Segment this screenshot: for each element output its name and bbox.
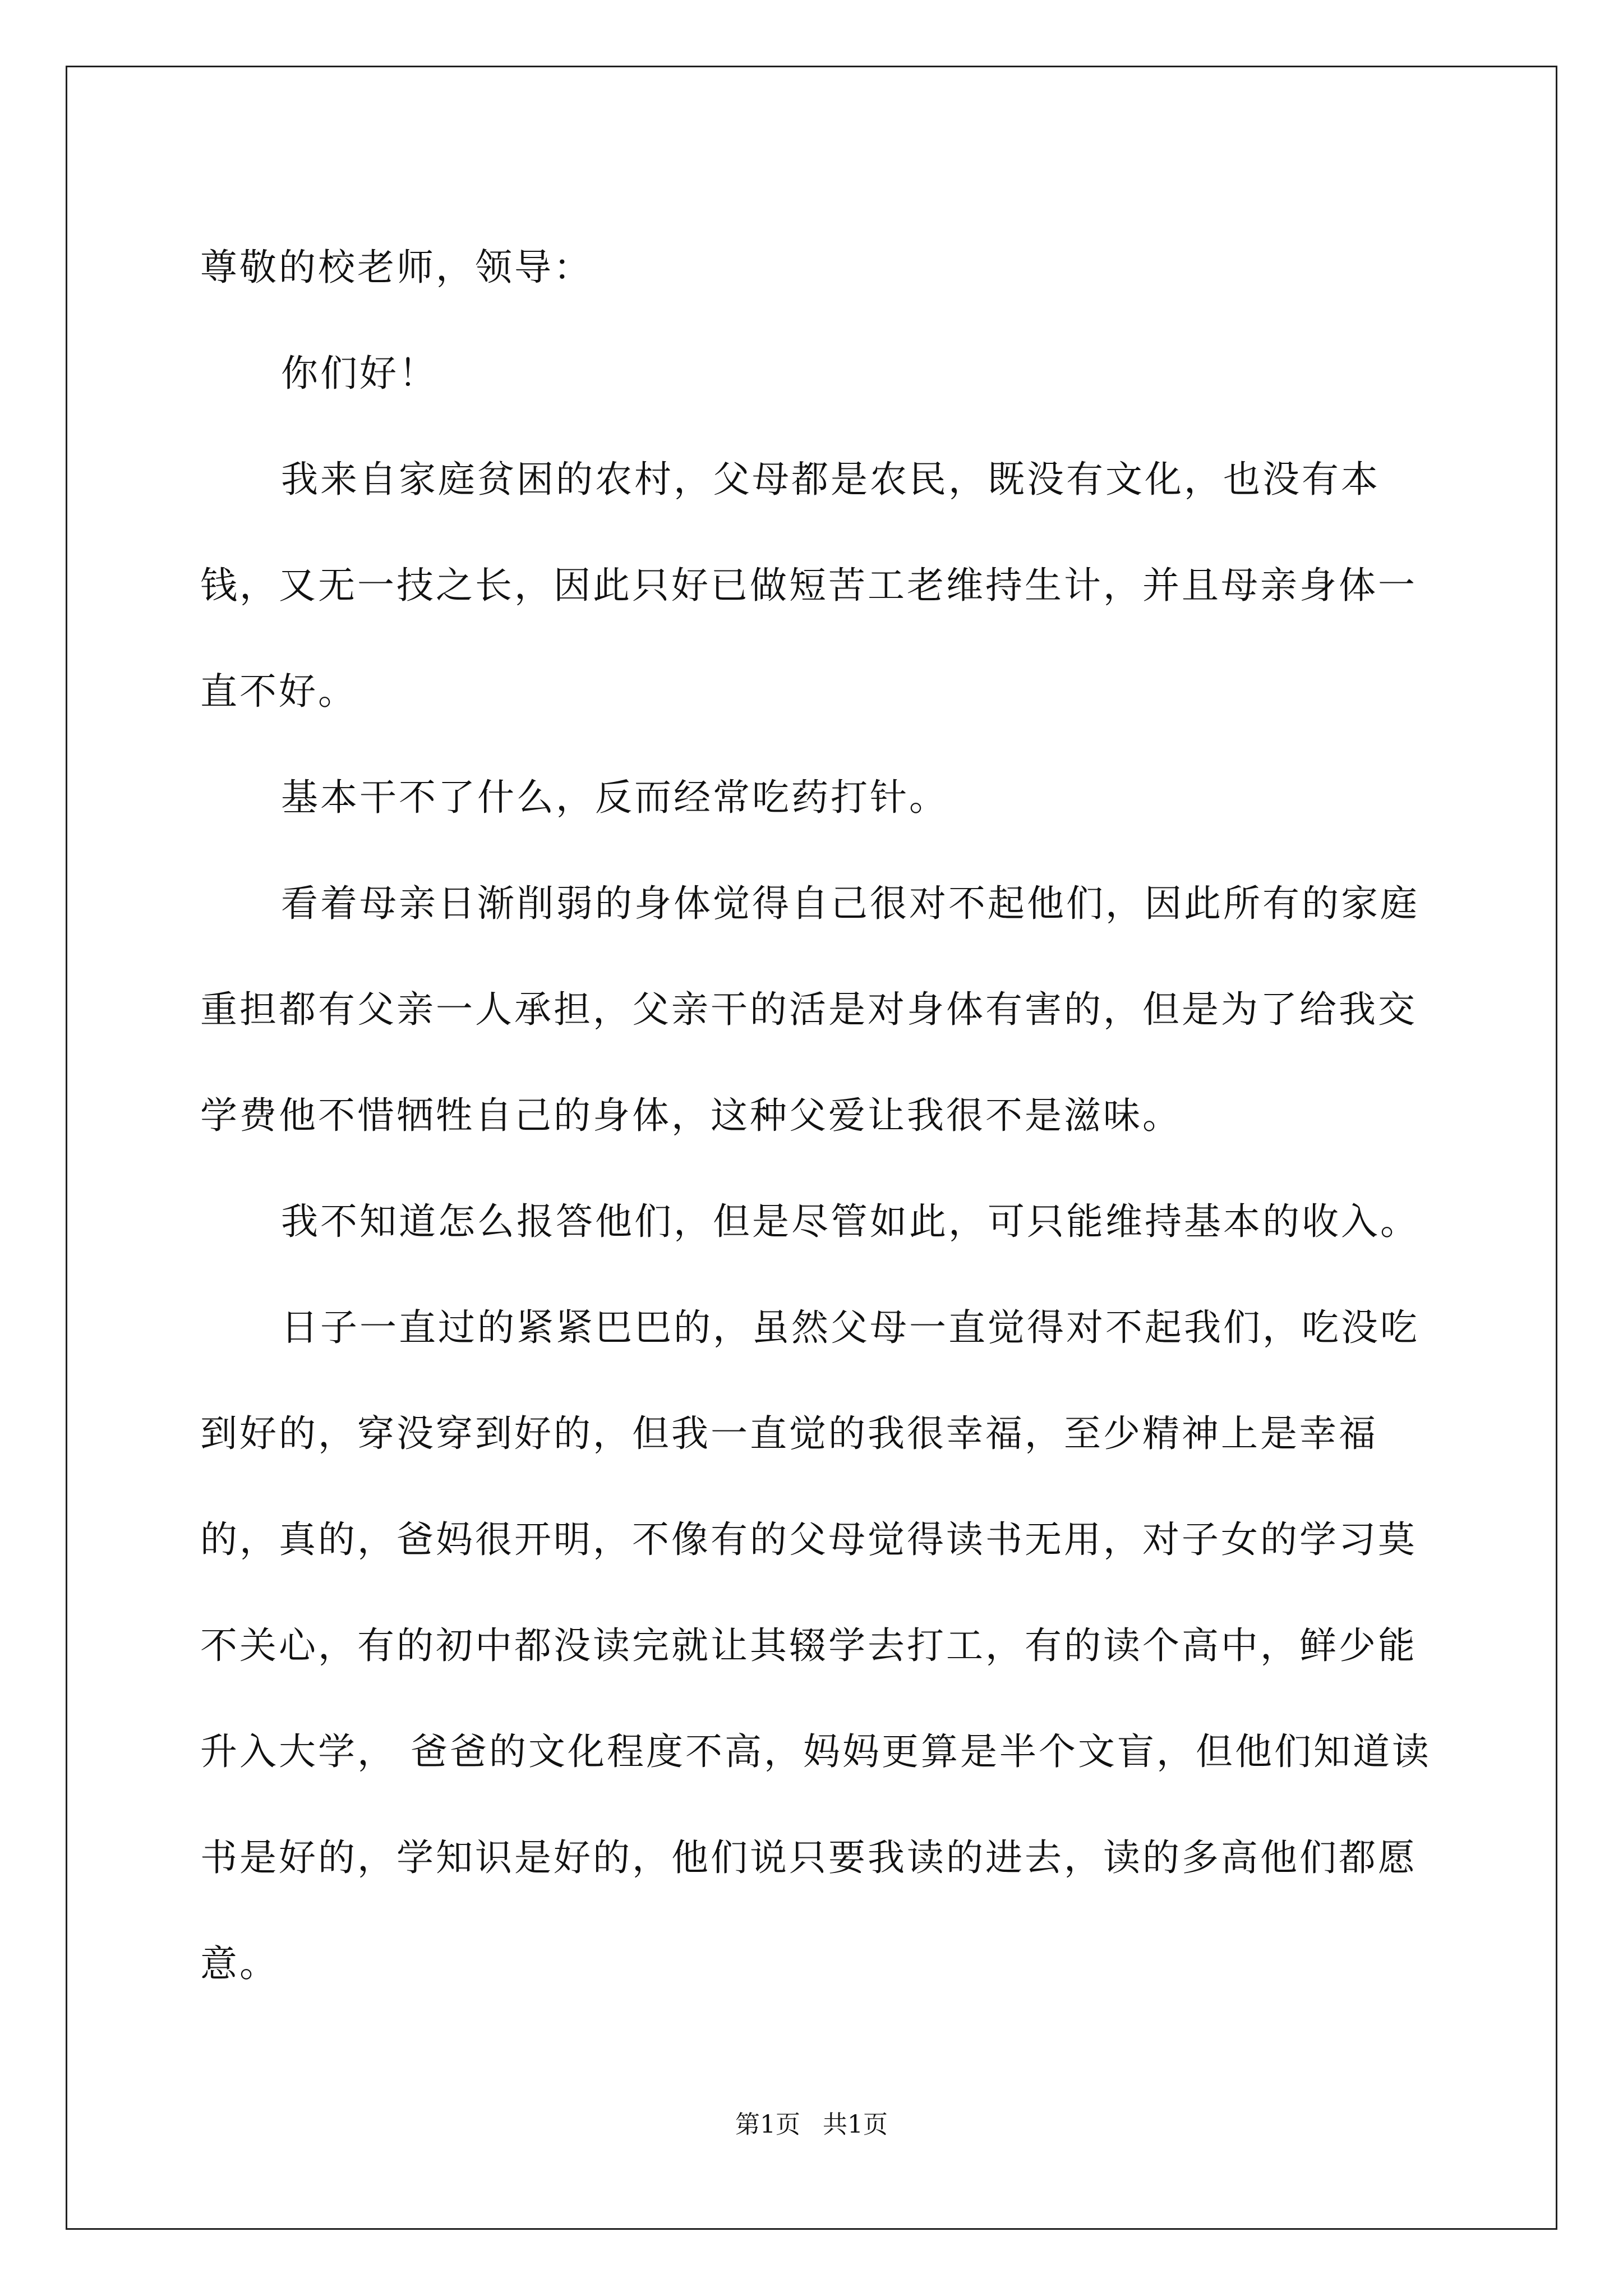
salutation: 尊敬的校老师，领导： <box>200 246 593 289</box>
page-number: 第1页 <box>735 2110 800 2139</box>
paragraph-4: 我不知道怎么报答他们，但是尽管如此，可只能维持基本的收入。 <box>281 1200 1419 1243</box>
paragraph-1: 我来自家庭贫困的农村，父母都是农民，既没有文化，也没有本钱，又无一技之长，因此只好已做短苦工老维持生计，并且母亲身体一直不好。 <box>200 458 1417 713</box>
paragraph-2: 基本干不了什么，反而经常吃药打针。 <box>281 776 948 819</box>
page-footer <box>0 2108 1623 2142</box>
greeting: 你们好！ <box>281 352 438 395</box>
paragraph-5: 日子一直过的紧紧巴巴的，虽然父母一直觉得对不起我们，吃没吃到好的，穿没穿到好的，但我一直觉的我很幸福，至少精神上是幸福的，真的，爸妈很开明，不像有的父母觉得读书无用，对子女的学习莫不关心，有的初中都没读完就让其辍学去打工，有的读个高中，鲜少能升入大学， 爸爸的文化程度不高，妈妈更算是半个文盲，但他们知道读书是好的，学知识是好的，他们说只要我读的进去，读的多高他们都愿意。 <box>200 1306 1431 1985</box>
paragraph-3: 看着母亲日渐削弱的身体觉得自己很对不起他们，因此所有的家庭重担都有父亲一人承担，父亲干的活是对身体有害的，但是为了给我交学费他不惜牺牲自己的身体，这种父爱让我很不是滋味。 <box>200 882 1419 1137</box>
page-total: 共1页 <box>823 2110 888 2139</box>
letter-body <box>200 214 1434 2017</box>
